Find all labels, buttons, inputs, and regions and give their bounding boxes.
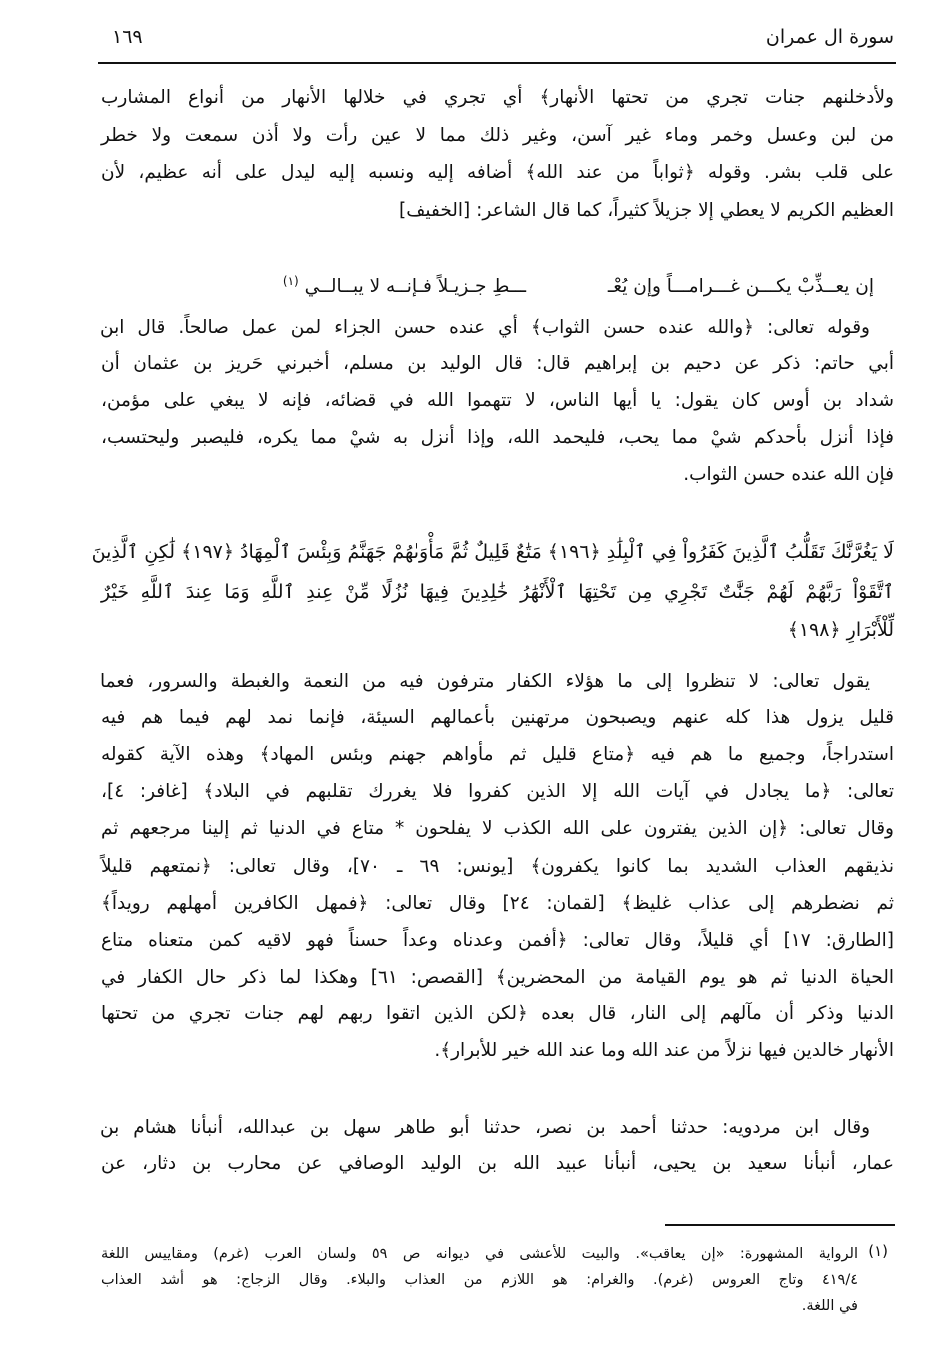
footnote-rule [665, 1224, 895, 1226]
text-line: الأنهار خالدين فيها نزلاً من عند الله وما عند الله خير للأبرار﴾. [434, 1040, 894, 1061]
text-line: وقال تعالى: ﴿إن الذين يفترون على الله الكذب لا يفلحون * متاع في الدنيا ثم إلينا مرجعهم ثم [101, 818, 894, 839]
text-line: الحياة الدنيا ثم هو يوم القيامة من المحضرين﴾ [القصص: ٦١] وهكذا لما ذكر حال الكفار في [101, 967, 894, 988]
text-line: استدراجاً، وجميع ما هم فيه ﴿متاع قليل ثم مأواهم جهنم وبئس المهاد﴾ وهذه الآية كقوله [101, 744, 894, 765]
quran-line: ٱتَّقَوْاْ رَبَّهُمْ لَهُمْ جَنَّٰتٌ تَجْرِي مِن تَحْتِهَا ٱلْأَنْهَٰرُ خَٰلِدِينَ فِيهَا نُزُلًا مِّنْ عِندِ ٱللَّهِ وَمَا عِندَ ٱللَّهِ خَيْرٌ [101, 581, 894, 603]
text-line: أبي حاتم: ذكر عن دحيم بن إبراهيم قال: قال الوليد بن مسلم، أخبرني حَريز بن عثمان أن [101, 353, 894, 374]
text-line: شداد بن أوس كان يقول: يا أيها الناس، لا تتهموا الله في قضائه، فإنه لا يبغي على مؤمن، [101, 390, 894, 411]
footnote-ref: (١) [282, 274, 299, 288]
text-line: وقوله تعالى: ﴿والله عنده حسن الثواب﴾ أي عنده حسن الجزاء لمن عمل صالحاً. قال ابن [100, 317, 870, 338]
footnote-number: (١) [868, 1242, 888, 1260]
poem-verse [114, 266, 874, 302]
text-line: العظيم الكريم لا يعطي إلا جزيلاً كثيراً، كما قال الشاعر: [الخفيف] [399, 200, 894, 221]
text-line: ولأدخلنهم جنات تجري من تحتها الأنهار﴾ أي تجري في خلالها الأنهار من أنواع المشارب [101, 87, 894, 108]
quran-line: لِّلْأَبْرَارِ ﴿١٩٨﴾ [787, 619, 894, 641]
text-line: [الطارق: ١٧] أي قليلاً، وقال تعالى: ﴿أفمن وعدناه وعداً حسناً فهو لاقيه كمن متعناه متاع [101, 930, 894, 951]
text-line: الدنيا وذكر أن مآلهم إلى النار، قال بعده ﴿لكن الذين اتقوا ربهم لهم جنات تجري من تحتها [101, 1003, 894, 1024]
text-line: وقال ابن مردويه: حدثنا أحمد بن نصر، حدثنا أبو طاهر سهل بن عبدالله، أنبأنا هشام بن [100, 1117, 870, 1138]
quran-line: لَا يَغُرَّنَّكَ تَقَلُّبُ ٱلَّذِينَ كَفَرُواْ فِي ٱلْبِلَٰدِ ﴿١٩٦﴾ مَتَٰعٌ قَلِيلٌ ثُمَّ مَأْوَىٰهُمْ جَهَنَّمُ وَبِئْسَ ٱلْمِهَادُ ﴿١٩٧﴾ لَٰكِنِ ٱلَّذِينَ [91, 541, 894, 563]
text-line: من لبن وعسل وخمر وماء غير آسن، وغير ذلك مما لا عين رأت ولا أذن سمعت ولا خطر [101, 125, 894, 146]
text-line: تعالى: ﴿ما يجادل في آيات الله إلا الذين كفروا فلا يغررك تقلبهم في البلاد﴾ [غافر: ٤]، [101, 781, 894, 802]
text-line: عمار، أنبأنا سعيد بن يحيى، أنبأنا عبيد الله بن الوليد الوصافي عن محارب بن دثار، عن [101, 1153, 894, 1174]
page-number: ١٦٩ [112, 26, 143, 48]
text-line: نذيقهم العذاب الشديد بما كانوا يكفرون﴾ [يونس: ٦٩ ـ ٧٠]، وقال تعالى: ﴿نمتعهم قليلاً [101, 856, 894, 877]
surah-title: سورة ال عمران [765, 26, 894, 48]
footnote-line: ٤١٩/٤ وتاج العروس (غرم). والغرام: هو اللازم من العذاب والبلاء. وقال الزجاج: هو أشد العذاب [101, 1272, 858, 1288]
verse-second-hemistich: ـــطِ جـزيـلاً فـإنــه لا يبــالــي [304, 276, 527, 298]
text-line: يقول تعالى: لا تنظروا إلى ما هؤلاء الكفار مترفون فيه من النعمة والغبطة والسرور، فعما [100, 671, 870, 692]
footnote-line: الرواية المشهورة: «إن يعاقب». والبيت للأعشى في ديوانه ص ٥٩ ولسان العرب (غرم) ومقاييس اللغة [101, 1246, 858, 1262]
text-line: ثم نضطرهم إلى عذاب غليظ﴾ [لقمان: ٢٤] وقال تعالى: ﴿فمهل الكافرين أمهلهم رويداً﴾ [101, 893, 894, 914]
text-line: قليل يزول هذا كله عنهم ويصبحون مرتهنين بأعمالهم السيئة، فإنما نمد لهم فيما هم فيه [101, 707, 894, 728]
verse-first-hemistich: إن يعــذِّبْ يكـــن غـــرامـــاً وإن يُعْـ [607, 276, 874, 298]
text-line: على قلب بشر. وقوله ﴿ثواباً من عند الله﴾ أضافه إليه ونسبه إليه ليدل على أنه عظيم، لأن [101, 162, 894, 183]
footnote-line: في اللغة. [801, 1298, 858, 1314]
text-line: فإذا أنزل بأحدكم شيْ مما يحب، فليحمد الله، وإذا أنزل به شيْ مما يكره، فليصبر وليحتسب، [101, 427, 894, 448]
header-rule [98, 62, 896, 64]
text-line: فإن الله عنده حسن الثواب. [683, 464, 894, 485]
